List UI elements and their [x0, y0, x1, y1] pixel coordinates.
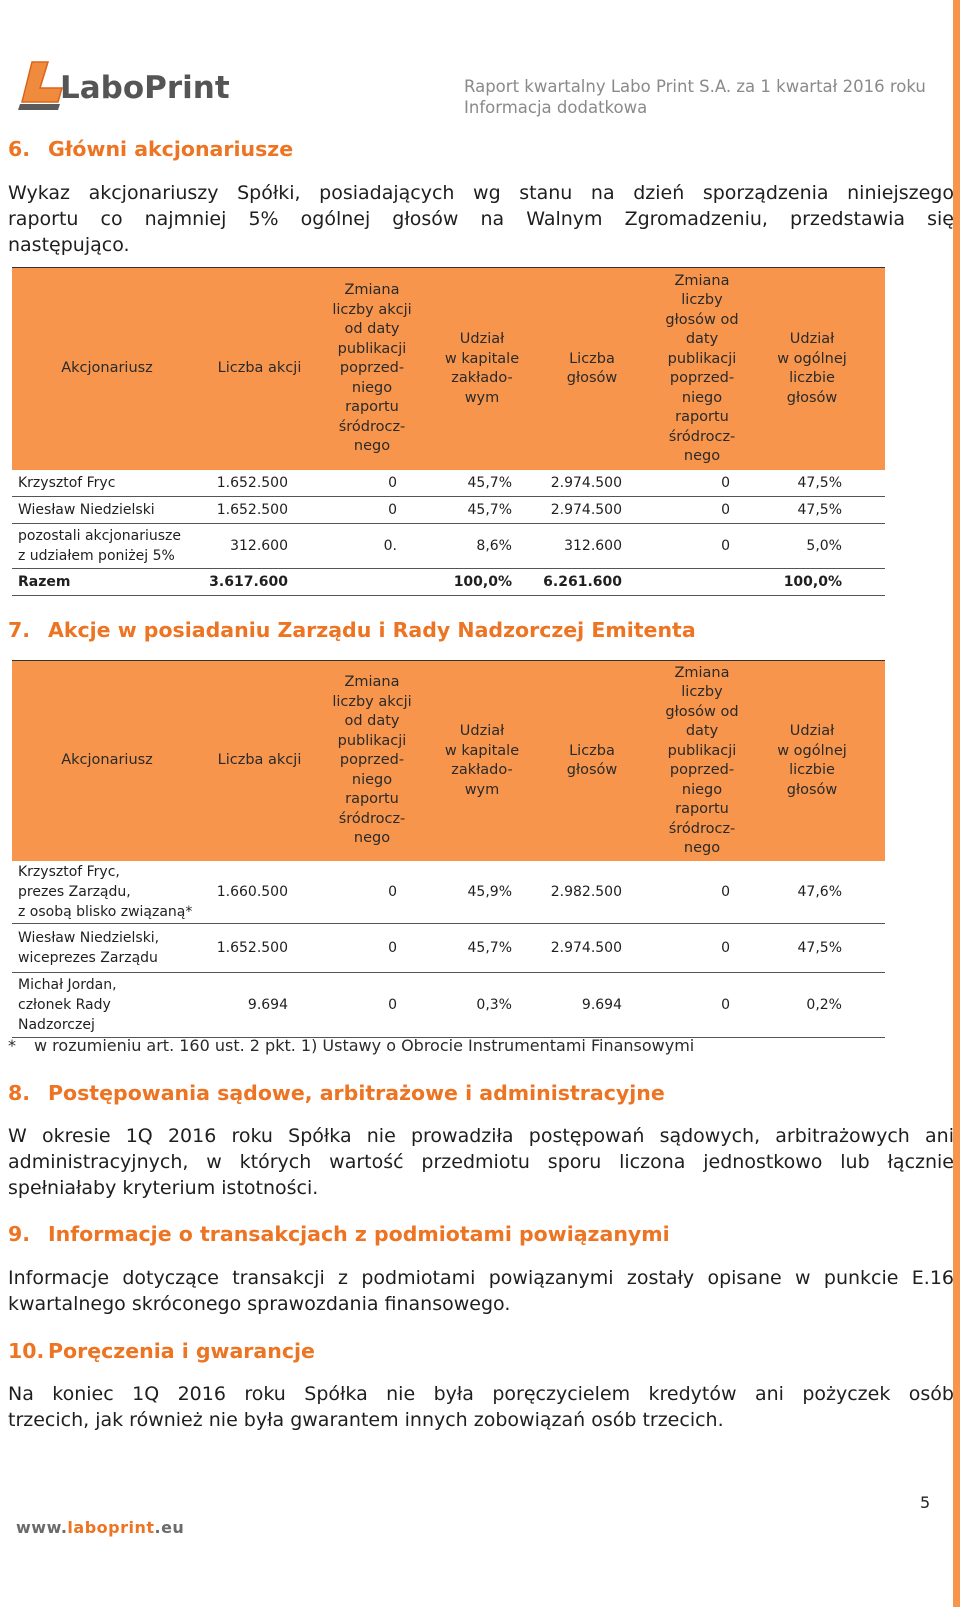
- section-title: Informacje o transakcjach z podmiotami powiązanymi: [48, 1222, 670, 1246]
- report-title: Raport kwartalny Labo Print S.A. za 1 kwartał 2016 roku: [464, 77, 926, 96]
- section-title: Postępowania sądowe, arbitrażowe i administracyjne: [48, 1081, 665, 1105]
- col-header-votes: [537, 268, 647, 470]
- management-shares-table: [12, 660, 885, 1038]
- header-line: głosów: [566, 762, 618, 778]
- footnote-text: w rozumieniu art. 160 ust. 2 pkt. 1) Ustawy o Obrocie Instrumentami Finansowymi: [34, 1036, 695, 1055]
- name-line: Krzysztof Fryc: [18, 475, 116, 491]
- header-line: poprzed-: [339, 360, 405, 377]
- laboprint-logo: [18, 58, 228, 114]
- header-line: od daty: [344, 713, 400, 730]
- section-8-heading: [8, 1081, 665, 1105]
- shares-cell: 9.694: [247, 997, 288, 1013]
- paragraph-line: Wykaz akcjonariuszy Spółki, posiadających wg stanu na dzień sporządzenia niniejszego: [8, 182, 954, 204]
- paragraph-line: administracyjnych, w których wartość przedmiotu sporu liczona jednostkowo lub łącznie: [8, 1151, 954, 1173]
- section-number: 9.: [8, 1222, 31, 1246]
- col-header-votes: [537, 661, 647, 861]
- section-6-paragraph: [8, 180, 954, 258]
- col-header-capital-share: [427, 661, 537, 861]
- votes-share-cell: 47,5%: [797, 940, 842, 956]
- shares-cell: 1.660.500: [216, 884, 288, 900]
- paragraph-line: raportu co najmniej 5% ogólnej głosów na Walnym Zgromadzeniu, przedstawia się: [8, 208, 954, 230]
- paragraph-line: Na koniec 1Q 2016 roku Spółka nie była poręczycielem kredytów ani pożyczek osób: [8, 1383, 954, 1405]
- votes-share-cell: 5,0%: [806, 538, 842, 554]
- header-line: niego: [681, 781, 723, 798]
- report-header: [464, 76, 934, 118]
- header-line: Udział: [789, 723, 835, 739]
- table-row: [12, 861, 885, 924]
- header-line: Zmiana: [674, 664, 730, 681]
- votes-change-cell: 0: [721, 997, 730, 1013]
- header-line: głosów: [786, 389, 838, 406]
- header-line: poprzed-: [669, 370, 735, 386]
- name-line: Wiesław Niedzielski: [18, 502, 155, 518]
- total-shares-cell: 3.617.600: [209, 574, 288, 590]
- header-line: liczby akcji: [332, 693, 412, 710]
- header-line: w ogólnej: [777, 742, 847, 759]
- capital-share-cell: 45,9%: [467, 884, 512, 900]
- section-9-heading: [8, 1222, 670, 1246]
- header-line: głosów: [786, 781, 838, 798]
- section-title: Akcje w posiadaniu Zarządu i Rady Nadzorczej Emitenta: [48, 618, 696, 642]
- votes-share-cell: 47,5%: [797, 502, 842, 518]
- paragraph-line: następująco.: [8, 234, 130, 256]
- votes-share-cell: 47,6%: [797, 884, 842, 900]
- name-line: pozostali akcjonariusze: [18, 528, 182, 544]
- section-number: 6.: [8, 137, 31, 161]
- header-line: Udział: [789, 331, 835, 347]
- header-line: nego: [353, 438, 391, 455]
- header-line: wym: [464, 389, 500, 406]
- header-line: śródrocz-: [668, 428, 736, 445]
- total-votes-cell: 6.261.600: [543, 574, 622, 590]
- section-number: 10.: [8, 1339, 45, 1363]
- col-header-shares-change: [317, 661, 427, 861]
- header-line: Zmiana: [344, 674, 400, 691]
- votes-change-cell: 0: [721, 884, 730, 900]
- header-line: poprzed-: [669, 762, 735, 778]
- table-body: [12, 861, 885, 1038]
- header-line: śródrocz-: [338, 810, 406, 827]
- name-line: Wiesław Niedzielski,: [18, 930, 160, 946]
- header-line: raportu: [675, 409, 729, 425]
- header-line: głosów: [566, 370, 618, 386]
- header-line: poprzed-: [339, 752, 405, 769]
- shares-cell: 1.652.500: [216, 502, 288, 518]
- table-footnote: [8, 1036, 694, 1055]
- header-line: w ogólnej: [777, 350, 847, 367]
- header-line: w kapitale: [444, 350, 520, 367]
- section-9-paragraph: [8, 1265, 954, 1317]
- header-line: niego: [681, 389, 723, 406]
- shares-change-cell: 0.: [383, 538, 397, 554]
- votes-change-cell: 0: [721, 502, 730, 518]
- table-row: [12, 924, 885, 973]
- capital-share-cell: 8,6%: [476, 538, 512, 554]
- page-edge-bar: [953, 0, 960, 1607]
- col-header-shareholder: Akcjonariusz: [61, 360, 153, 377]
- total-row: [12, 569, 885, 596]
- page-number: 5: [920, 1493, 931, 1512]
- table-body: [12, 470, 885, 596]
- header-line: Zmiana: [344, 282, 400, 299]
- votes-change-cell: 0: [721, 940, 730, 956]
- header-line: publikacji: [337, 732, 407, 749]
- section-title: Poręczenia i gwarancje: [48, 1339, 315, 1363]
- votes-share-cell: 0,2%: [806, 997, 842, 1013]
- col-header-shares: Liczba akcji: [217, 360, 302, 377]
- total-votes-share-cell: 100,0%: [783, 574, 842, 590]
- table-header: [12, 660, 885, 861]
- paragraph-line: spełniałaby kryterium istotności.: [8, 1177, 319, 1199]
- section-number: 7.: [8, 618, 31, 642]
- header-line: od daty: [344, 321, 400, 338]
- section-10-heading: [8, 1339, 315, 1363]
- header-line: śródrocz-: [338, 418, 406, 435]
- votes-change-cell: 0: [721, 475, 730, 491]
- votes-cell: 312.600: [564, 538, 622, 554]
- section-title: Główni akcjonariusze: [48, 137, 294, 161]
- shares-change-cell: 0: [388, 502, 397, 518]
- header-line: Udział: [459, 723, 505, 739]
- name-line: z udziałem poniżej 5%: [18, 548, 175, 564]
- header-line: raportu: [345, 791, 399, 808]
- capital-share-cell: 45,7%: [467, 475, 512, 491]
- header-line: publikacji: [337, 340, 407, 357]
- paragraph-line: Informacje dotyczące transakcji z podmiotami powiązanymi zostały opisane w punkcie E.16: [8, 1267, 954, 1289]
- paragraph-line: trzecich, jak również nie była gwarantem innych zobowiązań osób trzecich.: [8, 1409, 724, 1431]
- header-line: głosów od: [665, 311, 739, 328]
- votes-change-cell: 0: [721, 538, 730, 554]
- name-line: Krzysztof Fryc,: [18, 864, 120, 880]
- shares-change-cell: 0: [388, 997, 397, 1013]
- col-header-shareholder: Akcjonariusz: [61, 752, 153, 769]
- header-line: Udział: [459, 331, 505, 347]
- name-line: z osobą blisko związaną*: [18, 904, 193, 920]
- footer-website-link[interactable]: www.laboprint.eu: [16, 1518, 185, 1537]
- header-line: liczbie: [789, 762, 835, 778]
- header-line: śródrocz-: [668, 820, 736, 837]
- report-subtitle: Informacja dodatkowa: [464, 98, 648, 117]
- capital-share-cell: 0,3%: [476, 997, 512, 1013]
- shares-change-cell: 0: [388, 884, 397, 900]
- header-line: niego: [351, 771, 393, 788]
- footnote-mark: *: [8, 1036, 16, 1055]
- col-header-votes-change: [647, 268, 757, 470]
- logo-icon: [18, 58, 66, 114]
- col-header-votes-share: [757, 661, 867, 861]
- col-header-shares: Liczba akcji: [217, 752, 302, 769]
- shares-cell: 1.652.500: [216, 475, 288, 491]
- table-row: [12, 470, 885, 497]
- header-line: daty: [685, 331, 719, 347]
- section-number: 8.: [8, 1081, 31, 1105]
- header-line: niego: [351, 379, 393, 396]
- header-line: liczby: [681, 684, 723, 700]
- total-label: Razem: [18, 574, 71, 590]
- header-line: publikacji: [667, 742, 737, 759]
- col-header-votes-change: [647, 661, 757, 861]
- header-line: liczbie: [789, 370, 835, 386]
- header-line: wym: [464, 781, 500, 798]
- header-line: raportu: [345, 399, 399, 416]
- header-line: nego: [353, 830, 391, 847]
- header-line: liczby akcji: [332, 301, 412, 318]
- name-line: wiceprezes Zarządu: [18, 950, 158, 966]
- name-line: prezes Zarządu,: [18, 884, 131, 900]
- header-line: zakłado-: [451, 370, 513, 386]
- header-line: Zmiana: [674, 272, 730, 289]
- section-7-heading: [8, 618, 696, 642]
- shares-cell: 312.600: [230, 538, 288, 554]
- table-row: [12, 973, 885, 1038]
- votes-cell: 2.974.500: [550, 475, 622, 491]
- votes-cell: 9.694: [581, 997, 622, 1013]
- votes-cell: 2.974.500: [550, 940, 622, 956]
- section-8-paragraph: [8, 1123, 954, 1201]
- shares-cell: 1.652.500: [216, 940, 288, 956]
- votes-cell: 2.982.500: [550, 884, 622, 900]
- section-10-paragraph: [8, 1381, 954, 1433]
- votes-cell: 2.974.500: [550, 502, 622, 518]
- capital-share-cell: 45,7%: [467, 502, 512, 518]
- table-row: [12, 524, 885, 569]
- capital-share-cell: 45,7%: [467, 940, 512, 956]
- col-header-capital-share: [427, 268, 537, 470]
- name-line: członek Rady: [18, 997, 111, 1013]
- name-line: Michał Jordan,: [18, 977, 117, 993]
- header-line: nego: [683, 448, 721, 464]
- total-capital-share-cell: 100,0%: [453, 574, 512, 590]
- paragraph-line: W okresie 1Q 2016 roku Spółka nie prowadziła postępowań sądowych, arbitrażowych ani: [8, 1125, 954, 1147]
- shareholders-table: [12, 267, 885, 596]
- header-line: w kapitale: [444, 742, 520, 759]
- shares-change-cell: 0: [388, 940, 397, 956]
- col-header-shares-change: [317, 268, 427, 470]
- logo-text: LaboPrint: [60, 70, 230, 106]
- header-line: daty: [685, 723, 719, 739]
- header-line: raportu: [675, 801, 729, 817]
- col-header-votes-share: [757, 268, 867, 470]
- header-line: zakłado-: [451, 762, 513, 778]
- header-line: Liczba: [569, 350, 615, 367]
- table-row: [12, 497, 885, 524]
- header-line: publikacji: [667, 350, 737, 367]
- section-6-heading: [8, 137, 293, 161]
- header-line: głosów od: [665, 703, 739, 720]
- header-line: liczby: [681, 292, 723, 308]
- header-line: Liczba: [569, 742, 615, 759]
- name-line: Nadzorczej: [18, 1017, 95, 1033]
- header-line: nego: [683, 840, 721, 856]
- table-header: [12, 267, 885, 470]
- paragraph-line: kwartalnego skróconego sprawozdania finansowego.: [8, 1293, 511, 1315]
- shares-change-cell: 0: [388, 475, 397, 491]
- votes-share-cell: 47,5%: [797, 475, 842, 491]
